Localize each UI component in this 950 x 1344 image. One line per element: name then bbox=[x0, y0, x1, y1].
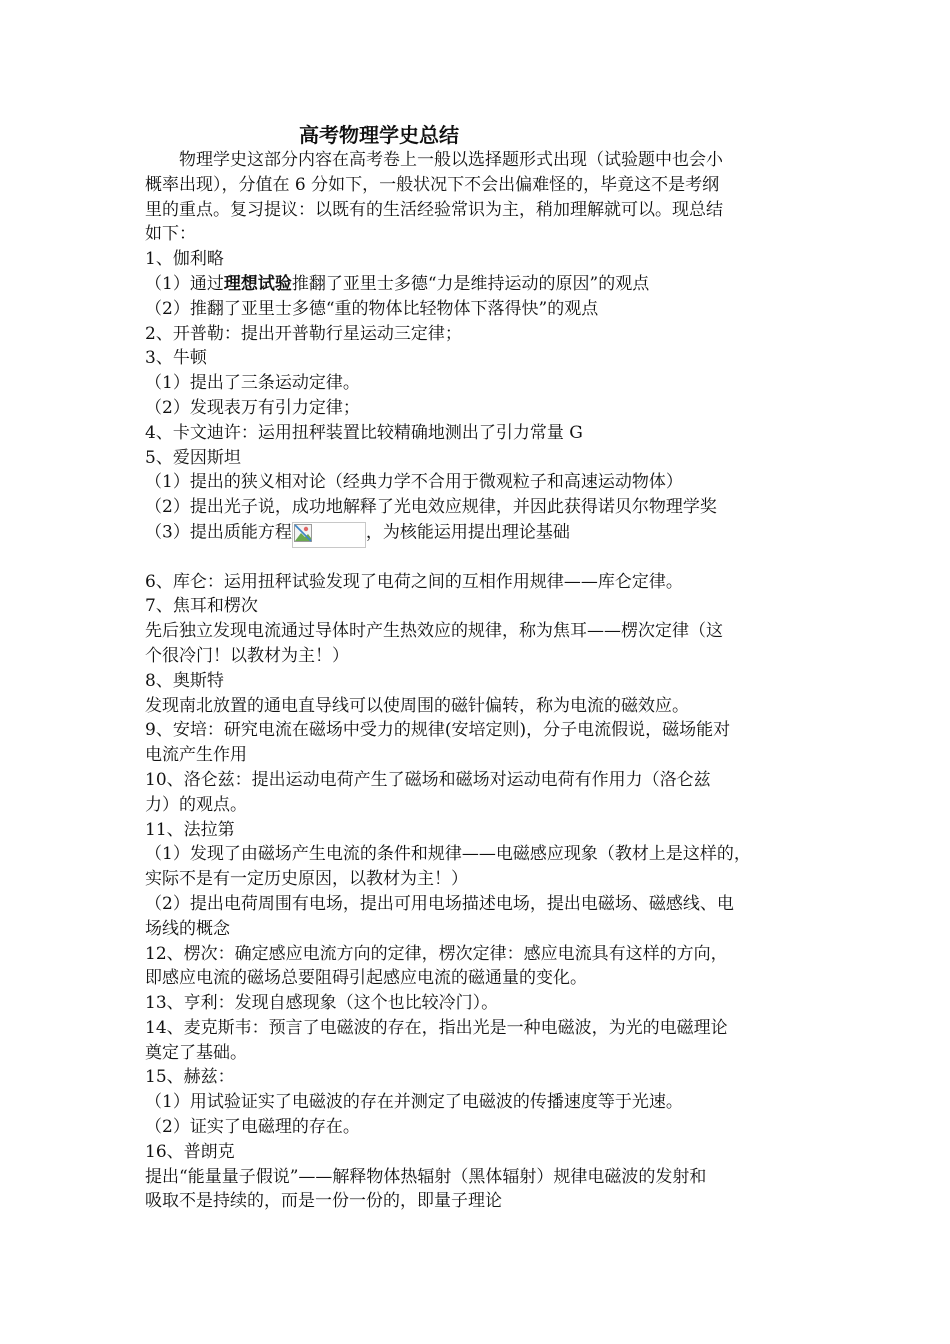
document-title: 高考物理学史总结 bbox=[299, 123, 459, 147]
oersted-line-1: 发现南北放置的通电直导线可以使周围的磁针偏转，称为电流的磁效应。 bbox=[145, 695, 689, 716]
section-heading-joule-lenz: 7、焦耳和楞次 bbox=[145, 596, 258, 617]
einstein-item-3-suffix: ，为核能运用提出理论基础 bbox=[365, 522, 570, 543]
maxwell-line-2: 奠定了基础。 bbox=[145, 1042, 247, 1063]
intro-line: 概率出现），分值在 6 分如下，一般状况下不会出偏难怪的，毕竟这不是考纲 bbox=[145, 174, 720, 195]
faraday-item-2-line-2: 场线的概念 bbox=[145, 918, 230, 939]
newton-item-2: （2）发现表万有引力定律； bbox=[145, 397, 360, 418]
intro-line: 物理学史这部分内容在高考卷上一般以选择题形式出现（试验题中也会小 bbox=[179, 150, 723, 170]
planck-line-2: 吸取不是持续的，而是一份一份的，即量子理论 bbox=[145, 1191, 502, 1212]
ampere-line-1: 9、安培：研究电流在磁场中受力的规律(安培定则)，分子电流假说，磁场能对 bbox=[145, 720, 731, 741]
galileo-item-1-prefix: （1）通过 bbox=[145, 273, 224, 294]
section-coulomb: 6、库仑：运用扭秤试验发现了电荷之间的互相作用规律——库仑定律。 bbox=[145, 571, 683, 592]
section-heading-faraday: 11、法拉第 bbox=[145, 819, 235, 840]
galileo-item-1-bold: 理想试验 bbox=[223, 273, 292, 294]
section-cavendish: 4、卡文迪许：运用扭秤装置比较精确地测出了引力常量 G bbox=[145, 422, 583, 443]
lorentz-line-1: 10、洛仑兹：提出运动电荷产生了磁场和磁场对运动电荷有作用力（洛仑兹 bbox=[145, 769, 711, 790]
section-heading-hertz: 15、赫兹： bbox=[145, 1067, 235, 1088]
hertz-item-1: （1）用试验证实了电磁波的存在并测定了电磁波的传播速度等于光速。 bbox=[145, 1092, 683, 1113]
section-heading-planck: 16、普朗克 bbox=[145, 1141, 235, 1162]
lenz-line-1: 12、楞次：确定感应电流方向的定律，楞次定律：感应电流具有这样的方向， bbox=[145, 943, 728, 964]
section-kepler: 2、开普勒：提出开普勒行星运动三定律； bbox=[145, 323, 462, 344]
document-body bbox=[145, 148, 815, 1214]
section-heading-galileo: 1、伽利略 bbox=[145, 249, 224, 270]
section-heading-einstein: 5、爱因斯坦 bbox=[145, 447, 241, 468]
joule-lenz-line-2: 个很冷门！以教材为主！） bbox=[145, 645, 349, 666]
section-heading-oersted: 8、奥斯特 bbox=[145, 670, 224, 691]
joule-lenz-line-1: 先后独立发现电流通过导体时产生热效应的规律，称为焦耳——楞次定律（这 bbox=[145, 621, 723, 642]
faraday-item-2-line-1: （2）提出电荷周围有电场，提出可用电场描述电场，提出电磁场、磁感线、电 bbox=[145, 893, 734, 914]
hertz-item-2: （2）证实了电磁理的存在。 bbox=[145, 1117, 360, 1138]
einstein-item-2: （2）提出光子说，成功地解释了光电效应规律，并因此获得诺贝尔物理学奖 bbox=[145, 497, 717, 518]
lenz-line-2: 即感应电流的磁场总要阻碍引起感应电流的磁通量的变化。 bbox=[145, 968, 587, 989]
intro-line: 如下： bbox=[145, 224, 196, 245]
planck-line-1: 提出“能量量子假说”——解释物体热辐射（黑体辐射）规律电磁波的发射和 bbox=[145, 1166, 707, 1187]
section-heading-newton: 3、牛顿 bbox=[145, 348, 207, 369]
equation-image-placeholder bbox=[292, 522, 366, 548]
einstein-item-1: （1）提出的狭义相对论（经典力学不合用于微观粒子和高速运动物体） bbox=[145, 472, 683, 493]
broken-image-icon bbox=[294, 524, 312, 542]
faraday-item-1-line-2: 实际不是有一定历史原因，以教材为主！） bbox=[145, 869, 468, 890]
lorentz-line-2: 力）的观点。 bbox=[145, 794, 247, 815]
newton-item-1: （1）提出了三条运动定律。 bbox=[145, 373, 360, 394]
einstein-item-3-prefix: （3）提出质能方程 bbox=[145, 522, 292, 543]
galileo-item-1 bbox=[145, 272, 815, 297]
galileo-item-1-suffix: 推翻了亚里士多德“力是维持运动的原因”的观点 bbox=[291, 273, 650, 294]
einstein-item-3 bbox=[145, 520, 815, 545]
intro-line: 里的重点。复习提议：以既有的生活经验常识为主，稍加理解就可以。现总结 bbox=[145, 199, 723, 220]
faraday-item-1-line-1: （1）发现了由磁场产生电流的条件和规律——电磁感应现象（教材上是这样的， bbox=[145, 844, 751, 865]
section-henry: 13、亨利：发现自感现象（这个也比较冷门）。 bbox=[145, 993, 499, 1014]
maxwell-line-1: 14、麦克斯韦：预言了电磁波的存在，指出光是一种电磁波，为光的电磁理论 bbox=[145, 1017, 728, 1038]
ampere-line-2: 电流产生作用 bbox=[145, 745, 247, 766]
galileo-item-2: （2）推翻了亚里士多德“重的物体比轻物体下落得快”的观点 bbox=[145, 298, 599, 319]
blank-line bbox=[145, 545, 815, 570]
